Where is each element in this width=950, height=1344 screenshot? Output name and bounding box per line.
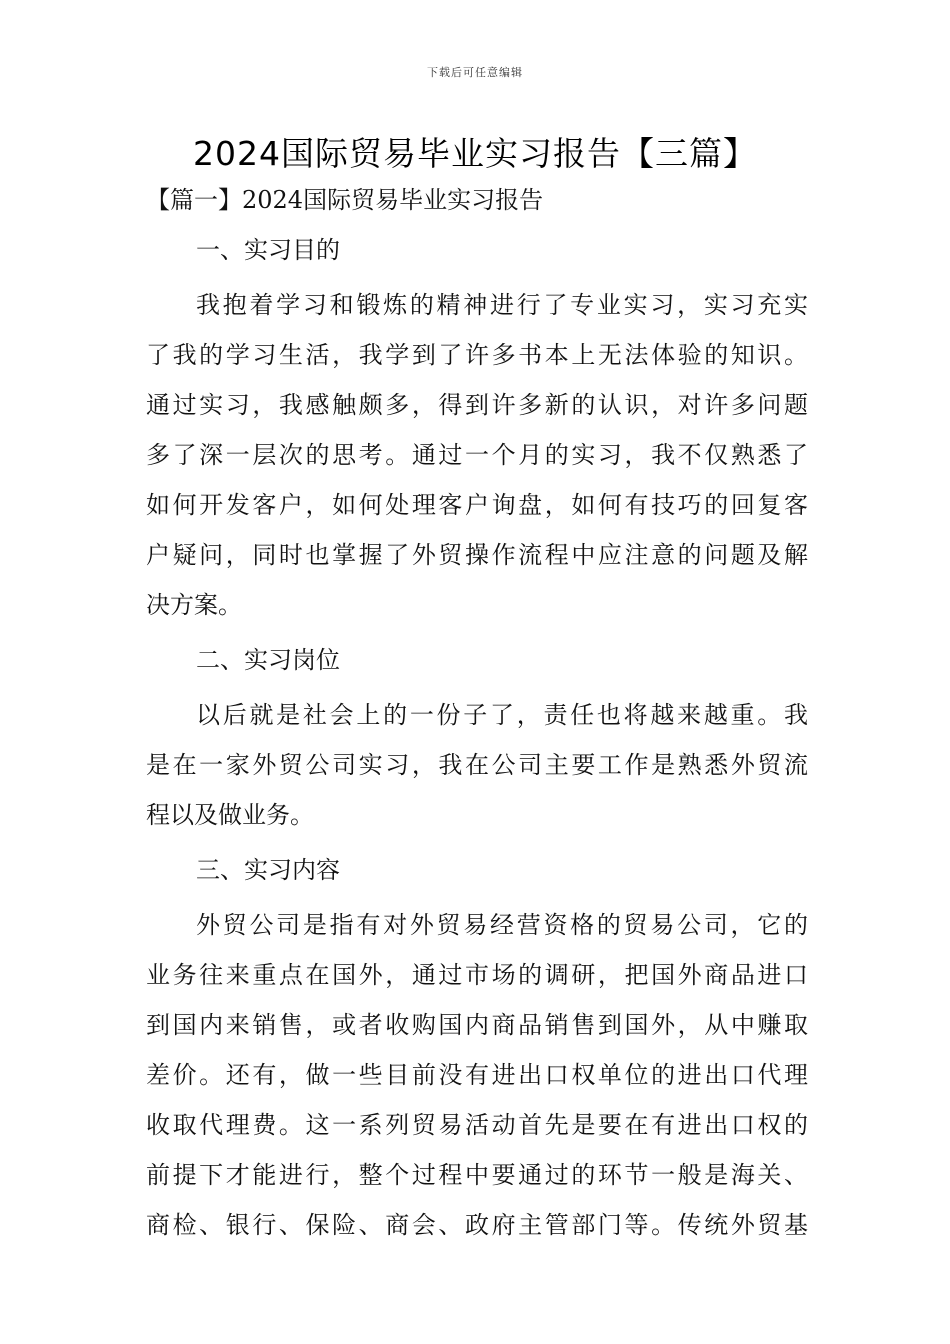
paragraph-line: 业务往来重点在国外，通过市场的调研，把国外商品进口: [146, 961, 808, 989]
paragraph-line: 多了深一层次的思考。通过一个月的实习，我不仅熟悉了: [146, 441, 808, 469]
section-paragraph-position: [146, 690, 808, 840]
paragraph-line: 是在一家外贸公司实习，我在公司主要工作是熟悉外贸流: [146, 751, 808, 779]
paragraph-line: 程以及做业务。: [146, 801, 314, 829]
paragraph-line: 前提下才能进行，整个过程中要通过的环节一般是海关、: [146, 1161, 808, 1189]
paragraph-line: 差价。还有，做一些目前没有进出口权单位的进出口代理: [146, 1061, 808, 1089]
section-heading-content: 三、实习内容: [196, 856, 340, 884]
paragraph-line: 如何开发客户，如何处理客户询盘，如何有技巧的回复客: [146, 491, 808, 519]
paragraph-line: 了我的学习生活，我学到了许多书本上无法体验的知识。: [146, 341, 808, 369]
paragraph-line: 商检、银行、保险、商会、政府主管部门等。传统外贸基: [146, 1211, 808, 1239]
document-body: [146, 180, 808, 1250]
paragraph-line: 收取代理费。这一系列贸易活动首先是要在有进出口权的: [146, 1111, 808, 1139]
section-paragraph-purpose: [146, 280, 808, 630]
paragraph-line: 户疑问，同时也掌握了外贸操作流程中应注意的问题及解: [146, 541, 808, 569]
paragraph-line: 决方案。: [146, 591, 242, 619]
document-title: 2024国际贸易毕业实习报告【三篇】: [193, 134, 757, 173]
document-subtitle: 【篇一】2024国际贸易毕业实习报告: [146, 186, 544, 214]
section-heading-position: 二、实习岗位: [196, 646, 340, 674]
paragraph-line: 通过实习，我感触颇多，得到许多新的认识，对许多问题: [146, 391, 808, 419]
paragraph-line: 外贸公司是指有对外贸易经营资格的贸易公司，它的: [196, 911, 808, 939]
section-paragraph-content: [146, 900, 808, 1250]
paragraph-line: 到国内来销售，或者收购国内商品销售到国外，从中赚取: [146, 1011, 808, 1039]
paragraph-line: 我抱着学习和锻炼的精神进行了专业实习，实习充实: [196, 291, 808, 319]
header-note: 下载后可任意编辑: [427, 66, 523, 79]
paragraph-line: 以后就是社会上的一份子了，责任也将越来越重。我: [196, 701, 808, 729]
section-heading-purpose: 一、实习目的: [196, 236, 340, 264]
